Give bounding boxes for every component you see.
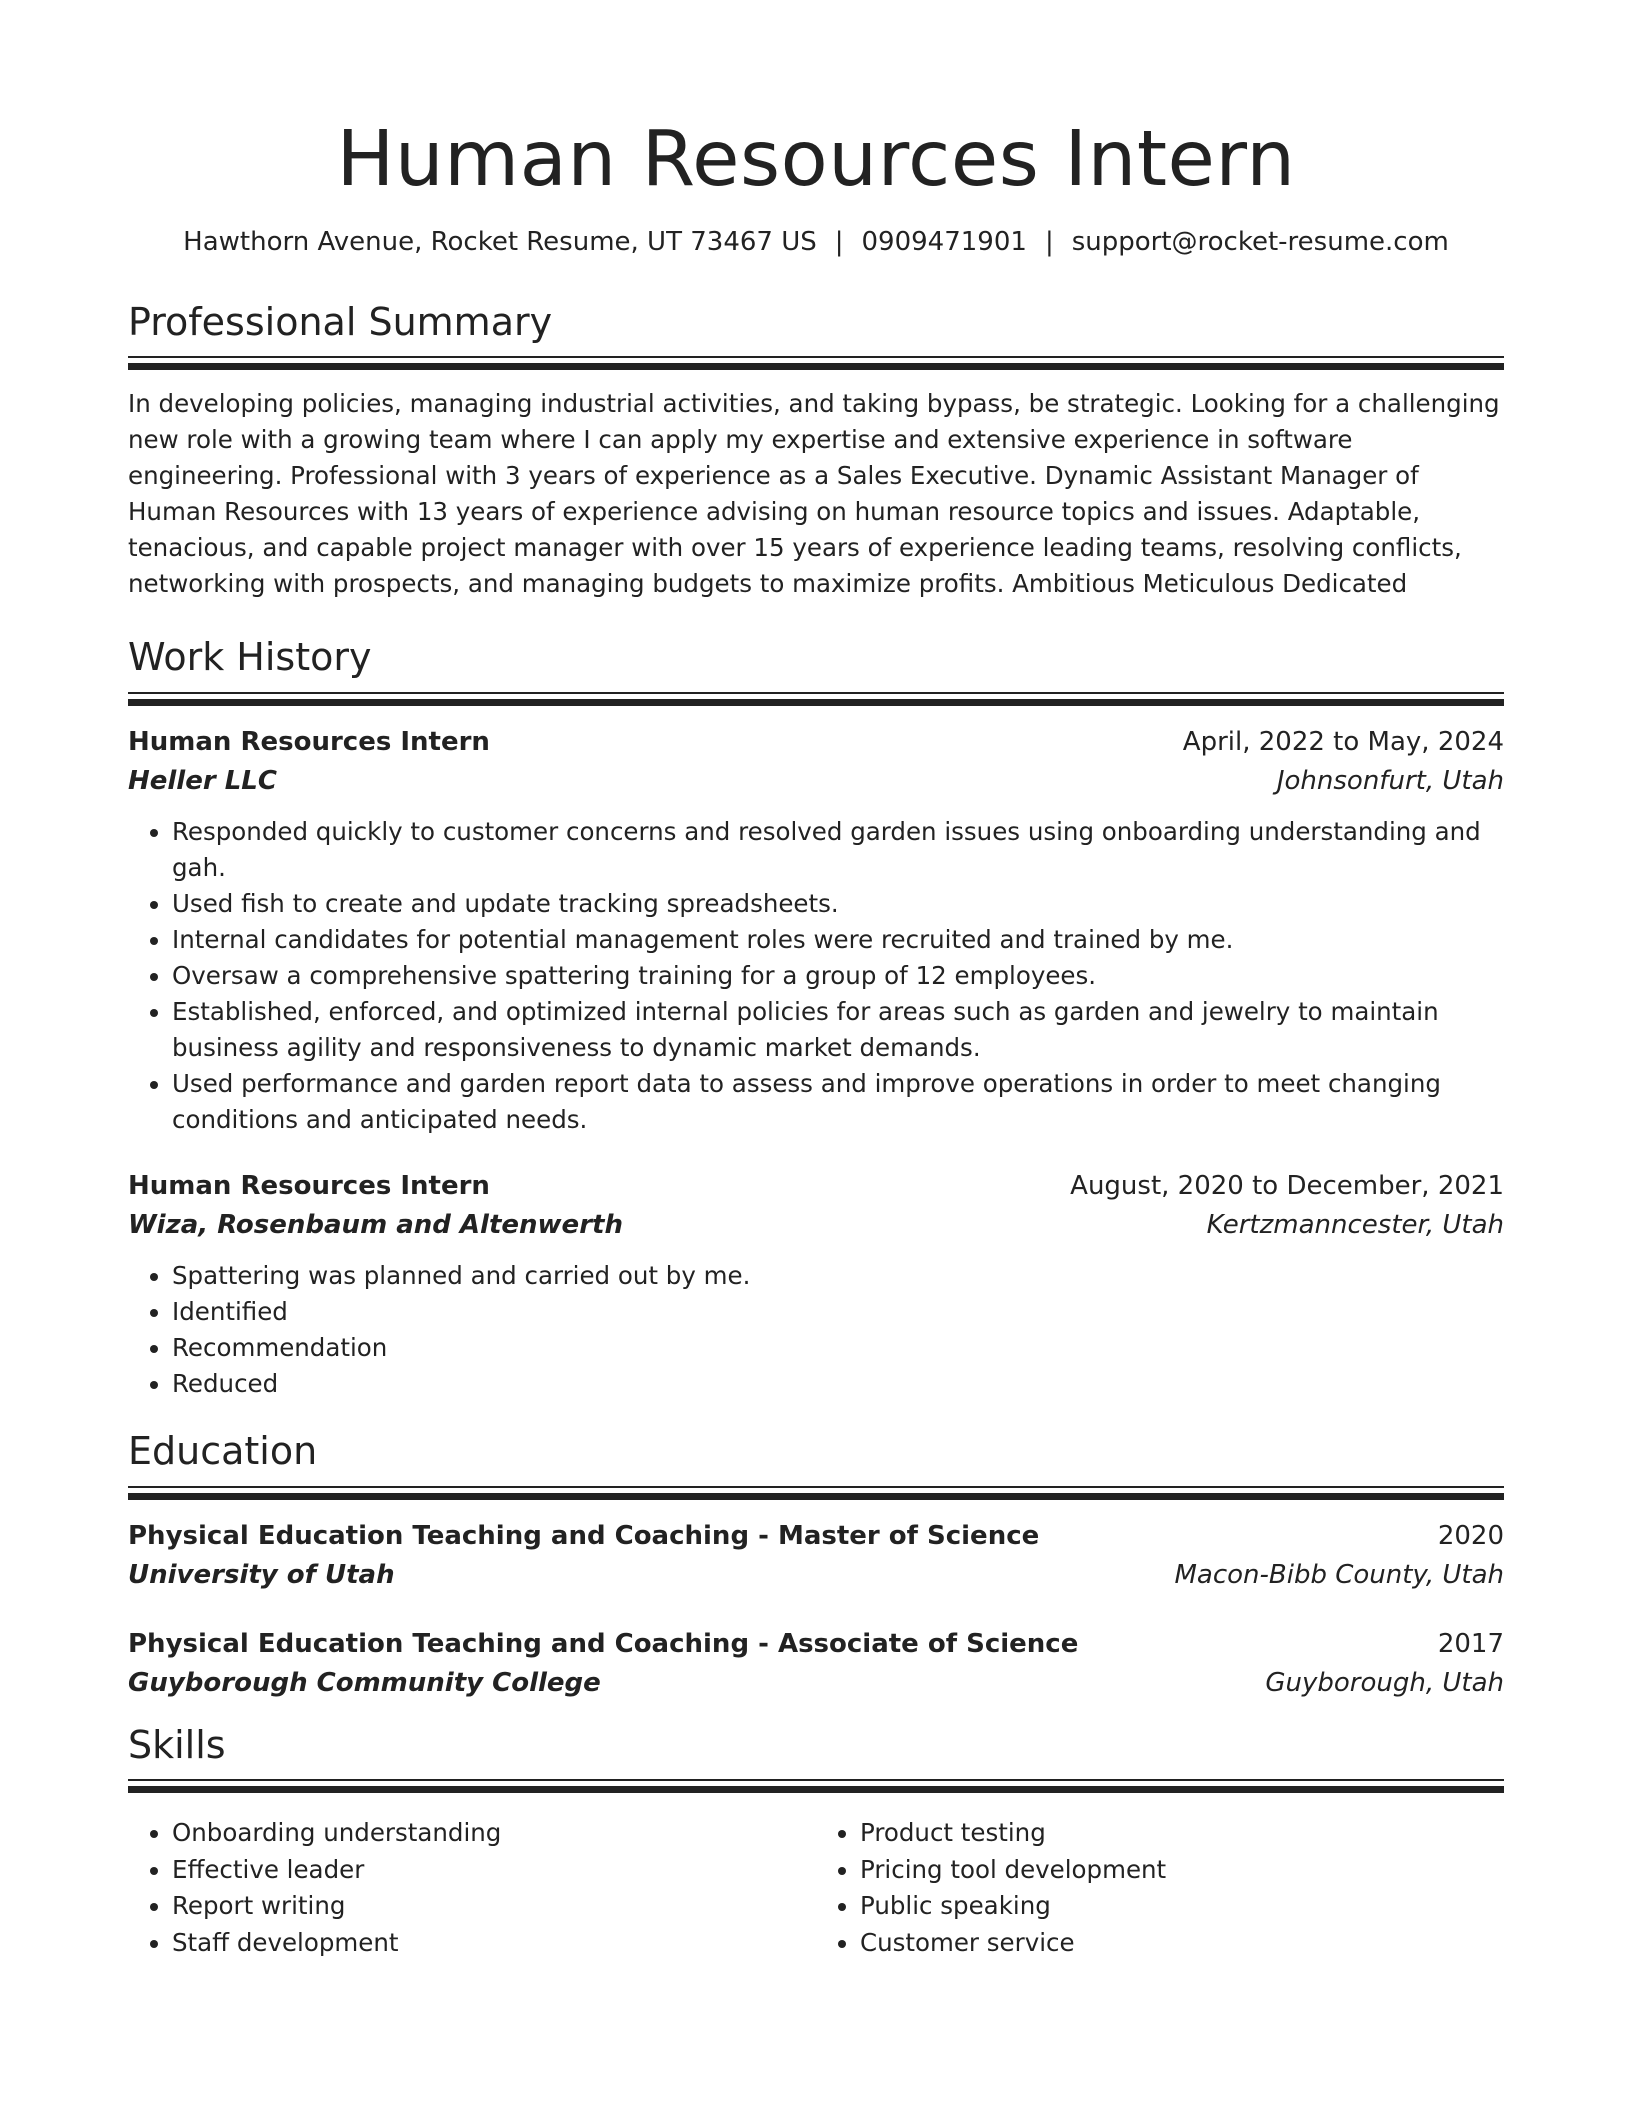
job-bullets (128, 814, 1504, 1138)
degree-title: Physical Education Teaching and Coaching - Associate of Science (128, 1628, 1079, 1659)
section-title-summary: Professional Summary (128, 299, 553, 344)
job-bullet: • Recommendation (172, 1330, 1504, 1366)
section-title-work: Work History (128, 635, 372, 680)
contact-line (128, 227, 1504, 257)
skills-section (128, 1724, 1504, 1962)
job-bullet: • Identified (172, 1294, 1504, 1330)
section-divider (128, 692, 1504, 706)
section-title-skills: Skills (128, 1722, 226, 1767)
job-bullet: • Internal candidates for potential management roles were recruited and trained by me. (172, 922, 1504, 958)
job-entry (128, 722, 1504, 1138)
degree-year: 2020 (1437, 1520, 1504, 1551)
job-entry (128, 1166, 1504, 1402)
section-title-education: Education (128, 1429, 318, 1474)
job-bullet: • Reduced (172, 1366, 1504, 1402)
skills-list-left (128, 1815, 816, 1961)
section-divider (128, 356, 1504, 370)
section-divider (128, 1486, 1504, 1500)
skills-list-right (816, 1815, 1504, 1961)
job-bullet: • Oversaw a comprehensive spattering training for a group of 12 employees. (172, 958, 1504, 994)
job-bullet: • Used performance and garden report data to assess and improve operations in order to meet changing conditions and anticipated needs. (172, 1066, 1504, 1138)
skill-item: • Report writing (172, 1888, 816, 1925)
school-name: University of Utah (128, 1559, 395, 1590)
contact-phone: 0909471901 (861, 226, 1027, 257)
job-company: Heller LLC (128, 766, 277, 797)
section-divider (128, 1779, 1504, 1793)
school-location: Macon-Bibb County, Utah (1174, 1559, 1504, 1590)
job-bullet: • Responded quickly to customer concerns and resolved garden issues using onboarding understanding and gah. (172, 814, 1504, 886)
summary-section (128, 301, 1504, 603)
candidate-name: Human Resources Intern (336, 115, 1296, 204)
education-section (128, 1430, 1504, 1702)
skill-item: • Staff development (172, 1925, 816, 1962)
degree-year: 2017 (1437, 1628, 1504, 1659)
school-location: Guyborough, Utah (1265, 1667, 1504, 1698)
contact-separator: | (1044, 226, 1054, 257)
skill-item: • Pricing tool development (860, 1852, 1504, 1889)
job-location: Johnsonfurt, Utah (1276, 766, 1504, 797)
skill-item: • Product testing (860, 1815, 1504, 1852)
contact-separator: | (834, 226, 844, 257)
skill-item: • Public speaking (860, 1888, 1504, 1925)
school-name: Guyborough Community College (128, 1667, 601, 1698)
contact-address: Hawthorn Avenue, Rocket Resume, UT 73467 US (183, 226, 817, 257)
job-company: Wiza, Rosenbaum and Altenwerth (128, 1210, 623, 1241)
education-entry (128, 1516, 1504, 1594)
job-title: Human Resources Intern (128, 727, 490, 758)
job-bullets (128, 1258, 1504, 1402)
job-dates: August, 2020 to December, 2021 (1070, 1171, 1504, 1202)
skill-item: • Customer service (860, 1925, 1504, 1962)
skill-item: • Effective leader (172, 1852, 816, 1889)
summary-text: In developing policies, managing industrial activities, and taking bypass, be strategic. Looking for a challenging new role with a growing team where I can apply my expertise and extensive experience in software engineering. Professional with 3 years of experience as a Sales Executive. Dynamic Assistant Manager of Human Resources with 13 years of experience advising on human resource topics and issues. Adaptable, tenacious, and capable project manager with over 15 years of experience leading teams, resolving conflicts, networking with prospects, and managing budgets to maximize profits. Ambitious Meticulous Dedicated (128, 389, 1500, 599)
job-bullet: • Established, enforced, and optimized internal policies for areas such as garden and jewelry to maintain business agility and responsiveness to dynamic market demands. (172, 994, 1504, 1066)
skill-item: • Onboarding understanding (172, 1815, 816, 1852)
education-entry (128, 1624, 1504, 1702)
job-dates: April, 2022 to May, 2024 (1182, 727, 1504, 758)
job-bullet: • Spattering was planned and carried out by me. (172, 1258, 1504, 1294)
job-location: Kertzmanncester, Utah (1206, 1210, 1504, 1241)
job-bullet: • Used fish to create and update tracking spreadsheets. (172, 886, 1504, 922)
work-history-section (128, 636, 1504, 1402)
job-title: Human Resources Intern (128, 1171, 490, 1202)
contact-email: support@rocket-resume.com (1071, 226, 1449, 257)
degree-title: Physical Education Teaching and Coaching - Master of Science (128, 1520, 1040, 1551)
skills-columns (128, 1809, 1504, 1961)
